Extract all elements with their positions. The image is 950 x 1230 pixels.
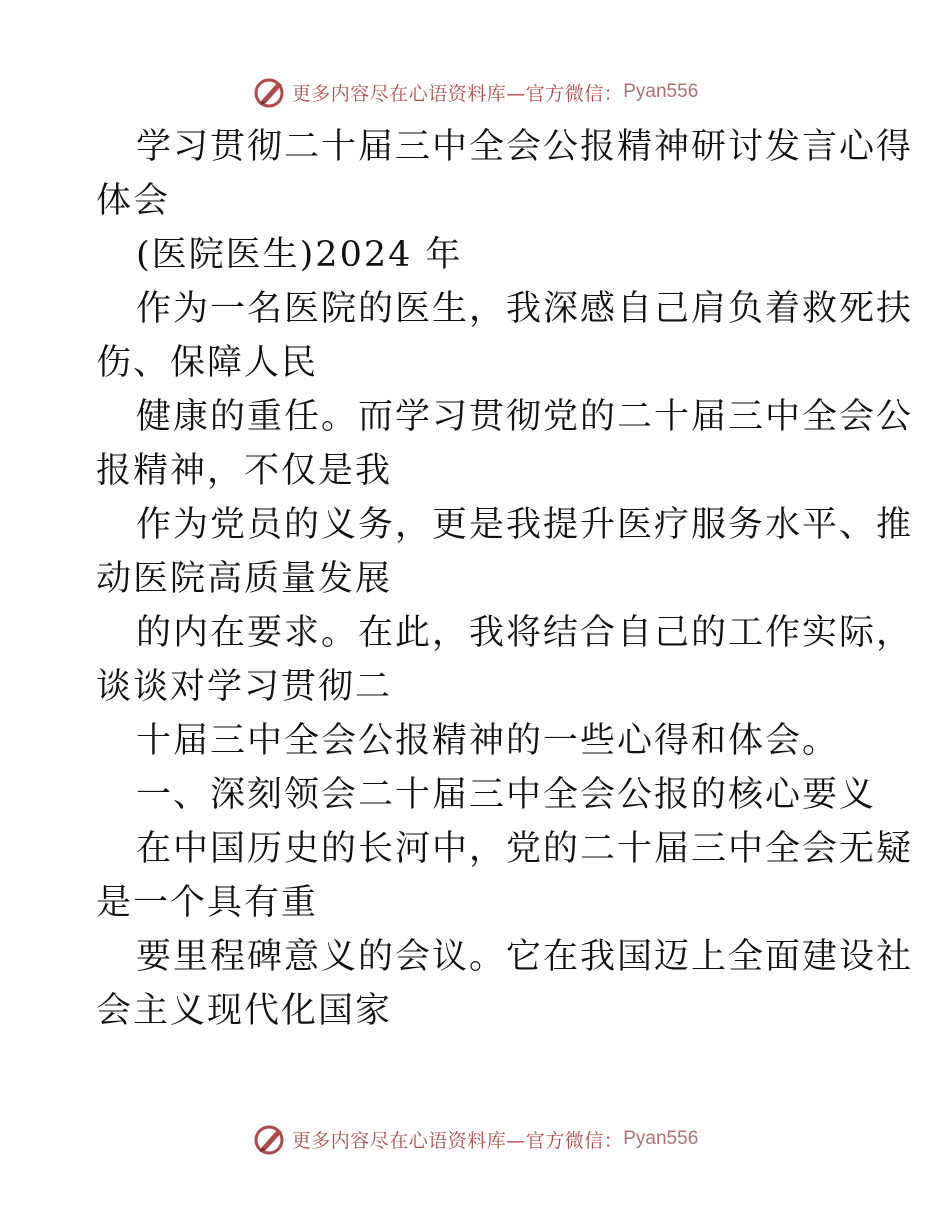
footer-banner-wechat: Pyan556 [623,1128,699,1149]
header-watermark-banner [0,70,950,114]
doc-line-10: 谈谈对学习贯彻二 [96,667,393,707]
doc-line-title-1: 学习贯彻二十届三中全会公报精神研讨发言心得 [136,127,914,167]
doc-line-subtitle: (医院医生)2024 年 [136,235,463,275]
footer-watermark-banner [0,1117,950,1161]
doc-line-14: 是一个具有重 [96,883,319,923]
pen-logo-icon [252,74,288,110]
doc-line-5: 健康的重任。而学习贯彻党的二十届三中全会公 [136,397,914,437]
header-banner-wechat: Pyan556 [623,81,699,102]
doc-line-3: 作为一名医院的医生，我深感自己肩负着救死扶 [136,289,914,329]
pen-logo-icon [252,1121,288,1157]
doc-line-7: 作为党员的义务，更是我提升医疗服务水平、推 [136,505,914,545]
document-body [96,120,914,1038]
doc-line-title-2: 体会 [96,181,171,221]
doc-line-6: 报精神，不仅是我 [96,451,393,491]
doc-line-13: 在中国历史的长河中，党的二十届三中全会无疑 [136,829,914,869]
doc-section-heading-1: 一、深刻领会二十届三中全会公报的核心要义 [136,775,877,815]
doc-line-4: 伤、保障人民 [96,343,319,383]
doc-line-16: 会主义现代化国家 [96,991,393,1031]
header-banner-text: 更多内容尽在心语资料库—官方微信： [291,82,624,105]
doc-line-9: 的内在要求。在此，我将结合自己的工作实际， [136,613,914,653]
doc-line-8: 动医院高质量发展 [96,559,393,599]
doc-line-15: 要里程碑意义的会议。它在我国迈上全面建设社 [136,937,914,977]
footer-banner-text: 更多内容尽在心语资料库—官方微信： [291,1129,624,1152]
doc-line-11: 十届三中全会公报精神的一些心得和体会。 [136,721,840,761]
